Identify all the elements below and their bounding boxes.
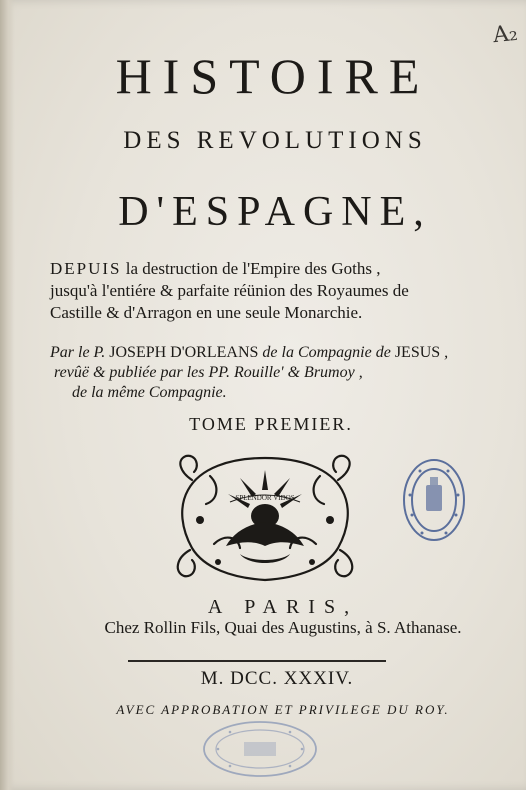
title-line-2: DES REVOLUTIONS: [123, 127, 427, 154]
author-line-1-end: ,: [440, 344, 449, 361]
author-line-2: revûë & publiée par les PP. Rouille' & Brumoy ,: [54, 364, 363, 381]
imprint-city: A PARIS,: [207, 596, 359, 618]
imprint-privilege: AVEC APPROBATION ET PRIVILEGE DU ROY.: [116, 702, 450, 717]
author-paragraph: [50, 343, 490, 403]
author-line-1: [50, 343, 490, 363]
library-stamp-faded: [200, 718, 320, 780]
subtitle-line-1: [50, 258, 490, 280]
author-jesus: JESUS: [394, 344, 441, 361]
volume-label: TOME PREMIER.: [189, 414, 353, 434]
title-line-3: D'ESPAGNE,: [118, 189, 432, 235]
author-society: de la Compagnie de: [258, 344, 395, 361]
imprint-rule: [128, 660, 386, 662]
subtitle-line-1-rest: la destruction de l'Empire des Goths ,: [121, 259, 381, 278]
subtitle-paragraph: [50, 258, 490, 324]
printers-device-fleuron: [170, 450, 360, 585]
fleuron-motto: SPLENDOR VIDOS: [235, 494, 295, 502]
author-prefix: Par le P.: [50, 344, 110, 361]
author-line-3: de la même Compagnie.: [72, 384, 227, 401]
library-stamp-oval: [400, 455, 468, 545]
author-name: JOSEPH D'ORLEANS: [109, 344, 259, 361]
subtitle-line-2: jusqu'à l'entiére & parfaite réünion des Royaumes de: [50, 281, 409, 300]
subtitle-depuis: DEPUIS: [50, 259, 122, 278]
imprint-date: M. DCC. XXXIV.: [200, 668, 354, 689]
imprint-publisher: Chez Rollin Fils, Quai des Augustins, à S. Athanase.: [104, 618, 462, 637]
shelf-mark: A₂: [492, 20, 520, 49]
title-line-1: HISTOIRE: [115, 48, 431, 104]
subtitle-line-3: Castille & d'Arragon en une seule Monarchie.: [50, 303, 363, 322]
